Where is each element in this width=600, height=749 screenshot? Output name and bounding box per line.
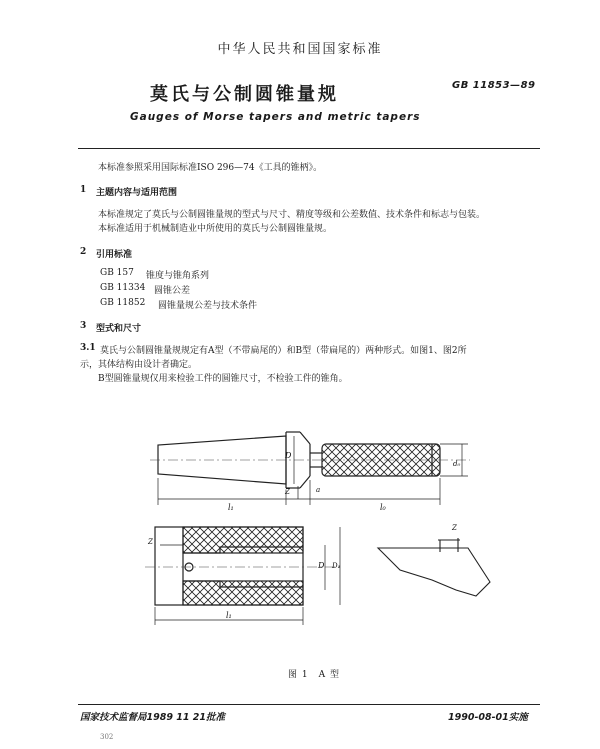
figure-1-drawing [0,400,600,665]
footer-approval: 国家技术监督局1989 11 21批准 [80,712,225,723]
intro-paragraph: 本标准参照采用国际标准ISO 296—74《工具的锥柄》。 [98,163,323,173]
ring-gauge-section-view [155,527,303,605]
label-D1: D₁ [332,562,341,570]
label-Z: Z [452,524,457,532]
section-1-paragraph-1: 本标准规定了莫氏与公制圆锥量规的型式与尺寸、精度等级和公差数值、技术条件和标志与包装。 [98,210,486,220]
section-1-paragraph-2: 本标准适用于机械制造业中所使用的莫氏与公制圆锥量规。 [98,224,333,234]
page-number: 302 [100,733,114,741]
standard-code: GB 11853—89 [452,80,536,91]
label-l0: l₀ [380,503,386,512]
label-d0: d₀ [453,460,461,468]
section-3-number: 3 [80,321,87,331]
footer-rule [78,704,540,705]
section-2-number: 2 [80,247,87,257]
section-3-heading: 型式和尺寸 [96,324,142,334]
section-1-number: 1 [80,185,87,195]
reference-title: 锥度与锥角系列 [146,271,210,281]
standard-type-header: 中华人民共和国国家标准 [217,42,383,57]
reference-title: 圆锥量规公差与技术条件 [158,301,258,311]
label-l1: l₁ [228,503,234,512]
section-2-heading: 引用标准 [96,250,133,260]
label-Z: Z [285,488,290,496]
section-3-paragraph-1-line-2: 示，其体结构由设计者确定。 [80,360,198,370]
footer-implementation: 1990-08-01实施 [448,712,528,723]
figure-caption: 图 1 A 型 [288,670,340,680]
subsection-3-1-number: 3.1 [80,343,96,353]
reference-code: GB 11334 [100,283,146,293]
label-Z: Z [148,538,153,546]
document-title-cn: 莫氏与公制圆锥量规 [150,84,339,105]
section-3-paragraph-2: B型圆锥量规仅用来检验工件的圆锥尺寸，不检验工件的锥角。 [98,374,348,384]
section-3-paragraph-1-line-1: 莫氏与公制圆锥量规规定有A型（不带扁尾的）和B型（带扁尾的）两种形式。如图1、图2所 [100,346,467,356]
reference-code: GB 11852 [100,298,146,308]
label-a: a [316,486,321,494]
reference-title: 圆锥公差 [154,286,191,296]
header-rule [78,148,540,149]
label-D: D [285,451,292,460]
section-1-heading: 主题内容与适用范围 [96,188,178,198]
reference-code: GB 157 [100,268,134,278]
label-D: D [318,561,325,570]
detail-view [378,538,490,596]
label-l1: l₁ [226,611,232,620]
document-title-en: Gauges of Morse tapers and metric tapers [130,111,421,123]
